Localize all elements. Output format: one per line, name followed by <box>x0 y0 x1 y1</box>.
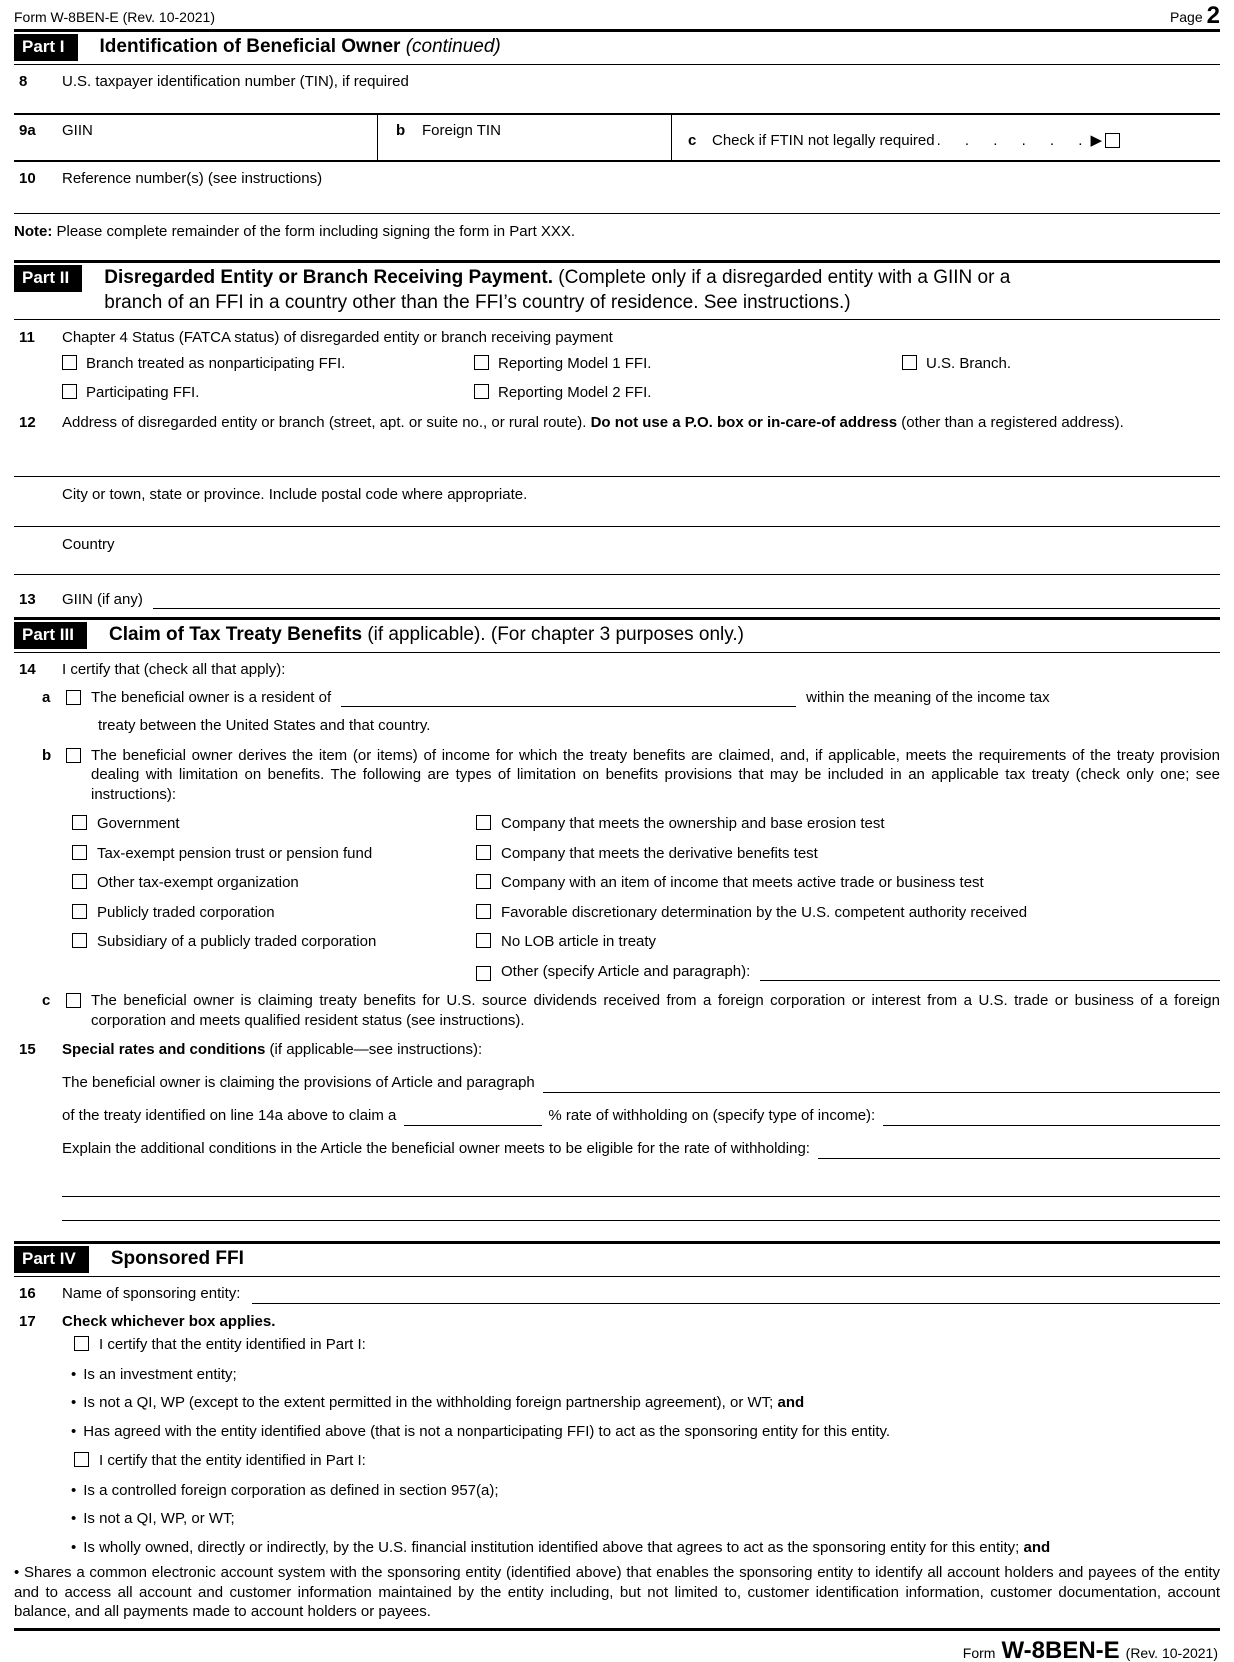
line11-number: 11 <box>19 328 35 346</box>
line15-line1-text: The beneficial owner is claiming the provisions of Article and paragraph <box>62 1074 535 1092</box>
line15-line2-mid: % rate of withholding on (specify type of income): <box>548 1107 876 1125</box>
cert2-checkbox[interactable] <box>74 1452 89 1467</box>
footer-form-name: W-8BEN-E <box>1001 1637 1120 1662</box>
cert1-bullets <box>71 1363 1220 1448</box>
line15-row <box>14 1030 1220 1060</box>
checkbox-icon[interactable] <box>476 966 491 981</box>
line14a-line <box>91 688 1220 708</box>
bullet-text <box>83 1422 890 1442</box>
line12-label-pre: Address of disregarded entity or branch (street, apt. or suite no., or rural route). <box>62 414 591 432</box>
line8-number: 8 <box>19 73 28 91</box>
bullet-icon: • <box>71 1394 77 1412</box>
line17-row <box>14 1304 1220 1332</box>
part4-title-text: Sponsored FFI <box>110 1248 244 1270</box>
line15-explain-line <box>62 1132 1220 1159</box>
checkbox-label: Tax-exempt pension trust or pension fund <box>97 844 373 862</box>
line15-label-bold: Special rates and conditions <box>62 1041 266 1059</box>
giin-line13-input[interactable] <box>153 591 1220 609</box>
checkbox-publicly-traded-corp[interactable] <box>72 903 476 923</box>
conditions-line-1[interactable] <box>62 1173 1220 1197</box>
part2-title <box>104 265 1010 315</box>
line17-number: 17 <box>19 1312 36 1330</box>
line13-label: GIIN (if any) <box>62 590 143 608</box>
checkbox-icon[interactable] <box>62 355 77 370</box>
checkbox-label: Favorable discretionary determination by the U.S. competent authority received <box>501 903 1028 921</box>
reference-number-input-area[interactable] <box>641 169 1220 213</box>
checkbox-participating-ffi[interactable] <box>62 383 474 403</box>
qualified-resident-checkbox[interactable] <box>66 993 81 1008</box>
checkbox-label: Reporting Model 1 FFI. <box>498 355 652 373</box>
rate-input[interactable] <box>404 1108 542 1126</box>
line9c-label: Check if FTIN not legally required <box>712 132 935 150</box>
line12-number: 12 <box>19 414 36 432</box>
line10-row <box>14 162 1220 214</box>
line16-row <box>14 1277 1220 1304</box>
bullet-text-pre: Shares a common electronic account system with the sponsoring entity (identified above) that enables the sponsoring entity to identify all account holders and payees of the entity and to access all account and customer information maintained by the entity including, but not limited to, customer identification information, customer documentation, account balance, and all payments made to account holders or payees. <box>14 1564 1220 1621</box>
checkbox-reporting-model-2-ffi[interactable] <box>474 383 902 403</box>
cert2-bullets <box>71 1479 1220 1564</box>
line15-number: 15 <box>19 1041 36 1059</box>
bullet-icon: • <box>71 1538 77 1556</box>
bullet-icon: • <box>71 1481 77 1499</box>
line15-line2-pre: of the treaty identified on line 14a above to claim a <box>62 1107 397 1125</box>
part3-title-text: Claim of Tax Treaty Benefits <box>108 624 363 646</box>
line15-rate-line <box>62 1099 1220 1126</box>
bullet-text <box>83 1393 804 1413</box>
part3-header <box>14 617 1220 653</box>
bullet-icon: • <box>14 1564 20 1582</box>
country-label: Country <box>62 536 115 554</box>
us-tin-input-area[interactable] <box>641 72 1220 113</box>
foreign-tin-input-area[interactable] <box>501 121 671 160</box>
bullet-item <box>71 1422 1220 1442</box>
country-row[interactable] <box>14 527 1220 575</box>
checkbox-icon[interactable] <box>72 933 87 948</box>
line14c-text: The beneficial owner is claiming treaty benefits for U.S. source dividends received from a foreign corporation or interest from a U.S. trade or business of a foreign corporation and meets qualified resident status (see instructions). <box>91 992 1220 1029</box>
line10-label: Reference number(s) (see instructions) <box>62 170 323 188</box>
line9-table <box>14 113 1220 162</box>
note-row <box>14 214 1220 260</box>
checkbox-us-branch[interactable] <box>902 354 1220 374</box>
part2-subtitle-line2: branch of an FFI in a country other than the FFI’s country of residence. See instructions.) <box>104 291 851 313</box>
cert2-label: I certify that the entity identified in Part I: <box>99 1452 366 1470</box>
part4-header <box>14 1241 1220 1277</box>
line9a-label: GIIN <box>62 122 93 140</box>
shares-account-system-paragraph <box>14 1563 1220 1628</box>
line12-label-post: (other than a registered address). <box>897 414 1124 432</box>
page-top-bar <box>14 2 1220 29</box>
checkbox-ownership-base-erosion[interactable] <box>476 814 1220 834</box>
part1-title-note: (continued) <box>405 36 501 58</box>
part3-label: Part III <box>14 622 87 649</box>
line14b-text: The beneficial owner derives the item (or items) of income for which the treaty benefits are claimed, and, if applicable, meets the requirements of the treaty provision dealing with limitation on benefits. The following are types of limitation on benefits provisions that may be included in an applicable tax treaty (check only one; see instructions): <box>91 746 1220 803</box>
checkbox-icon[interactable] <box>902 355 917 370</box>
checkbox-icon[interactable] <box>474 384 489 399</box>
line11-row <box>14 320 1220 348</box>
treaty-country-input[interactable] <box>341 689 796 707</box>
part3-title-note: (if applicable). (For chapter 3 purposes only.) <box>367 624 744 646</box>
part4-label: Part IV <box>14 1246 89 1273</box>
part2-label: Part II <box>14 265 82 292</box>
giin-input-area[interactable] <box>93 121 377 160</box>
page-number-value: 2 <box>1206 2 1220 29</box>
line17-label: Check whichever box applies. <box>62 1312 276 1330</box>
bullet-item <box>71 1481 1220 1501</box>
line14-label: I certify that (check all that apply): <box>62 661 286 679</box>
bullet-text-pre: Is a controlled foreign corporation as defined in section 957(a); <box>83 1481 499 1499</box>
lob-column-1 <box>72 814 476 981</box>
line9a-number: 9a <box>19 122 36 140</box>
note-label: Note: <box>14 223 53 241</box>
line14a-text-pre: The beneficial owner is a resident of <box>91 688 332 706</box>
checkbox-icon[interactable] <box>476 845 491 860</box>
bullet-text <box>83 1538 1050 1558</box>
bullet-text-pre: Is an investment entity; <box>83 1365 237 1383</box>
checkbox-branch-nonparticipating-ffi[interactable] <box>62 354 474 374</box>
checkbox-icon[interactable] <box>476 904 491 919</box>
line9a-cell <box>14 115 378 160</box>
checkbox-label: Other tax-exempt organization <box>97 874 299 892</box>
line8-row <box>14 65 1220 113</box>
sponsoring-entity-input[interactable] <box>252 1286 1220 1304</box>
checkbox-icon[interactable] <box>72 815 87 830</box>
checkbox-label: U.S. Branch. <box>926 355 1012 373</box>
line12-label-bold: Do not use a P.O. box or in-care-of address <box>590 414 898 432</box>
conditions-input[interactable] <box>818 1141 1220 1159</box>
city-label: City or town, state or province. Include postal code where appropriate. <box>62 486 528 504</box>
checkbox-icon[interactable] <box>62 384 77 399</box>
lob-checklist <box>72 804 1220 983</box>
checkbox-lob-other[interactable] <box>476 962 1220 982</box>
bullet-icon: • <box>71 1365 77 1383</box>
bullet-text <box>83 1509 234 1529</box>
part2-subtitle-line1: (Complete only if a disregarded entity with a GIIN or a <box>558 267 1011 289</box>
chapter4-status-options <box>62 347 1220 411</box>
checkbox-label: Other (specify Article and paragraph): <box>501 962 751 980</box>
line14-number: 14 <box>19 661 36 679</box>
line14a-line2: treaty between the United States and that country. <box>98 717 431 735</box>
line8-label: U.S. taxpayer identification number (TIN), if required <box>62 73 409 91</box>
page-number <box>1169 2 1220 29</box>
part1-title-text: Identification of Beneficial Owner <box>99 36 401 58</box>
arrow-right-icon: ▶ <box>1090 132 1102 150</box>
bullet-text-pre: Is not a QI, WP, or WT; <box>83 1510 235 1528</box>
checkbox-label: Reporting Model 2 FFI. <box>498 383 652 401</box>
bullet-item <box>71 1538 1220 1558</box>
checkbox-other-tax-exempt-org[interactable] <box>72 873 476 893</box>
line16-number: 16 <box>19 1285 36 1303</box>
checkbox-label: Branch treated as nonparticipating FFI. <box>86 355 346 373</box>
line12-label <box>62 413 1220 433</box>
bullet-item <box>71 1365 1220 1385</box>
checkbox-favorable-determination[interactable] <box>476 903 1220 923</box>
line14c-row <box>42 983 1220 1030</box>
line9b-cell <box>378 115 672 160</box>
note-text: Please complete remainder of the form including signing the form in Part XXX. <box>56 223 576 241</box>
checkbox-label: Company with an item of income that meets active trade or business test <box>501 874 984 892</box>
article-paragraph-input[interactable] <box>543 1075 1220 1093</box>
cert1-checkbox[interactable] <box>74 1336 89 1351</box>
checkbox-icon[interactable] <box>72 845 87 860</box>
checkbox-icon[interactable] <box>476 874 491 889</box>
income-type-input[interactable] <box>883 1108 1220 1126</box>
checkbox-icon[interactable] <box>72 874 87 889</box>
checkbox-label: Company that meets the derivative benefits test <box>501 844 818 862</box>
bullet-text <box>83 1365 236 1385</box>
part1-label: Part I <box>14 34 78 61</box>
form-id: Form W-8BEN-E (Rev. 10-2021) <box>14 9 215 26</box>
bullet-text <box>83 1481 498 1501</box>
cert2-row[interactable] <box>74 1447 1220 1479</box>
part2-title-text: Disregarded Entity or Branch Receiving Payment. <box>104 267 553 289</box>
checkbox-label: No LOB article in treaty <box>501 933 657 951</box>
line14c-letter: c <box>42 992 51 1010</box>
lob-other-input[interactable] <box>760 963 1220 981</box>
checkbox-tax-exempt-pension[interactable] <box>72 844 476 864</box>
page-label: Page <box>1169 9 1203 26</box>
line11-label: Chapter 4 Status (FATCA status) of disregarded entity or branch receiving payment <box>62 328 613 346</box>
cert1-label: I certify that the entity identified in Part I: <box>99 1336 366 1354</box>
line13-number: 13 <box>19 590 36 608</box>
checkbox-derivative-benefits[interactable] <box>476 844 1220 864</box>
checkbox-icon[interactable] <box>476 933 491 948</box>
line9b-number: b <box>396 122 406 140</box>
checkbox-subsidiary-publicly-traded[interactable] <box>72 932 476 952</box>
line12-row[interactable] <box>14 411 1220 477</box>
line14b-row <box>42 740 1220 805</box>
bullet-text-bold: and <box>1023 1538 1051 1556</box>
bullet-icon: • <box>71 1510 77 1528</box>
checkbox-government[interactable] <box>72 814 476 834</box>
line15-label-rest: (if applicable—see instructions): <box>265 1041 483 1059</box>
part1-title <box>100 34 501 60</box>
part4-title <box>111 1246 244 1272</box>
ftin-not-required-checkbox[interactable] <box>1105 133 1120 148</box>
part3-title <box>109 622 744 648</box>
line15-line3-text: Explain the additional conditions in the Article the beneficial owner meets to be eligible for the rate of withholding: <box>62 1140 810 1158</box>
line15-provisions-line <box>62 1066 1220 1093</box>
checkbox-no-lob-article[interactable] <box>476 932 1220 952</box>
checkbox-label: Government <box>97 815 180 833</box>
line14a-text-post: within the meaning of the income tax <box>806 688 1050 706</box>
lob-checkbox[interactable] <box>66 748 81 763</box>
line14a-row <box>42 680 1220 708</box>
city-row[interactable] <box>14 477 1220 527</box>
checkbox-reporting-model-1-ffi[interactable] <box>474 354 902 374</box>
checkbox-icon[interactable] <box>72 904 87 919</box>
part2-header <box>14 260 1220 319</box>
line9c-number: c <box>688 132 697 150</box>
line16-label: Name of sponsoring entity: <box>62 1285 241 1303</box>
bullet-text-pre: Is wholly owned, directly or indirectly, by the U.S. financial institution identified above that agrees to act as the sponsoring entity for this entity; <box>83 1538 1024 1556</box>
checkbox-icon[interactable] <box>474 355 489 370</box>
bullet-item <box>71 1509 1220 1529</box>
checkbox-label: Publicly traded corporation <box>97 903 275 921</box>
checkbox-active-trade-business[interactable] <box>476 873 1220 893</box>
footer-form-label: Form <box>962 1644 996 1661</box>
footer-revision: (Rev. 10-2021) <box>1125 1644 1218 1661</box>
line15-label <box>62 1040 1220 1060</box>
bullet-text-bold: and <box>777 1394 805 1412</box>
line9b-label: Foreign TIN <box>422 122 501 140</box>
checkbox-icon[interactable] <box>476 815 491 830</box>
line9c-cell <box>672 115 1220 160</box>
line14b-letter: b <box>42 746 52 764</box>
cert1-row[interactable] <box>74 1331 1220 1363</box>
bullet-icon: • <box>71 1422 77 1440</box>
leader-dots: . . . . . . <box>936 132 1085 150</box>
checkbox-label: Company that meets the ownership and base erosion test <box>501 815 885 833</box>
checkbox-label: Participating FFI. <box>86 383 200 401</box>
bullet-text-pre: Is not a QI, WP (except to the extent permitted in the withholding foreign partnership agreement), or WT; <box>83 1394 778 1412</box>
lob-column-2 <box>476 814 1220 981</box>
bullet-text-pre: Has agreed with the entity identified above (that is not a nonparticipating FFI) to act as the sponsoring entity for this entity. <box>83 1422 891 1440</box>
bullet-item <box>71 1393 1220 1413</box>
part1-header <box>14 29 1220 65</box>
page-footer <box>14 1628 1220 1662</box>
line14-row <box>14 653 1220 680</box>
conditions-line-2[interactable] <box>62 1197 1220 1221</box>
line13-row <box>14 575 1220 617</box>
line14a-letter: a <box>42 688 51 706</box>
checkbox-label: Subsidiary of a publicly traded corporation <box>97 933 377 951</box>
resident-of-checkbox[interactable] <box>66 690 81 705</box>
line10-number: 10 <box>19 170 36 188</box>
